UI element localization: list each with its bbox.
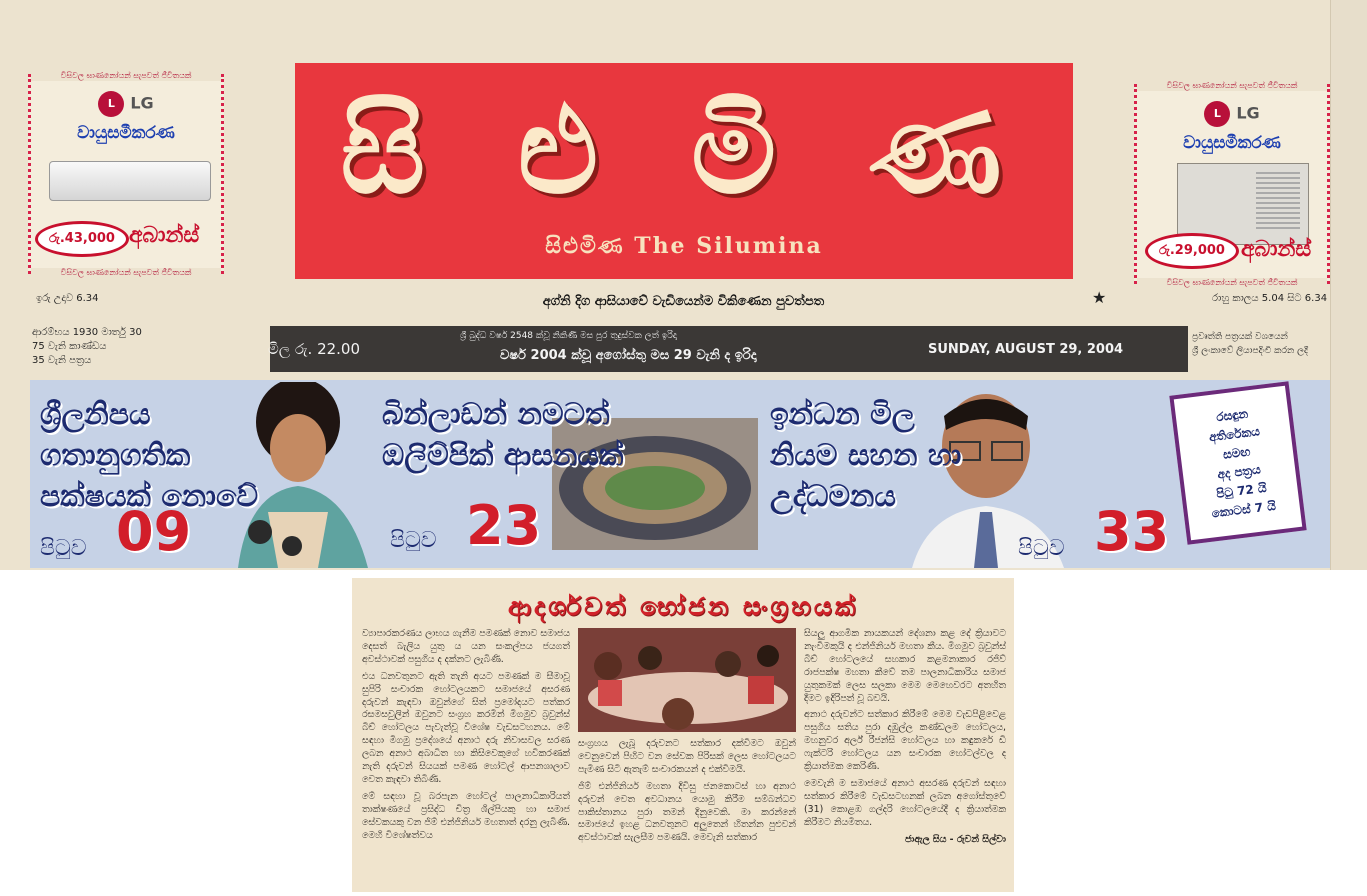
volume-text: 75 වැනි කාණ්ඩය bbox=[32, 341, 107, 352]
article-paragraph: සියලු ආගමික නායකයන් දේශනා කළ දේ ක්‍රියාවට නැංවීමකුයි ද එන්ජිනියර් මහතා කීය. මිගමුව බ්‍රවුන්ස් බීච් හෝටලයේ සහකාර කළමනාකාර රජිව් රාජපක්ෂ මහතා කීවේ තම පාලනාධිකාරිය සමාජ යුතුකමක් ලෙස සලකා මෙම මෙහෙවරට අතහිත දීමට ඉදිරිපත් වූ බවයි. bbox=[804, 628, 1006, 704]
teaser-1-page-label: පිටුව bbox=[40, 536, 87, 561]
founded-text: ආරම්භය 1930 මාර්තු 30 bbox=[32, 327, 142, 338]
badge-line-4: අද පත්‍රය bbox=[1216, 462, 1262, 482]
teaser-1-line-3: පක්ෂයක් නොවේ bbox=[40, 479, 259, 514]
tagline: අග්නි දිග ආසියාවේ වැඩියෙන්ම විකිණෙන පුවත්පත bbox=[542, 294, 825, 309]
article-paragraph: ව්‍යාපාරකරණය ලාභය ගැනීම පමණක් නොව සමාජය දෙසත් බැලිය යුතු ය යන සංකල්පය ජයගත් අවස්ථාවක් පසුගිය ද දක්නට ලැබිණි. bbox=[362, 628, 570, 665]
ad-right bbox=[1134, 81, 1330, 287]
teaser-1-line-1: ශ්‍රීලනිපය bbox=[40, 397, 151, 432]
teaser-2-line-1: බින්ලාඩන් නමටත් bbox=[382, 397, 610, 432]
ad-right-bottom-text: විසිවල ඝාණනෝයන් සැපවත් ජීවිතයක් bbox=[1137, 278, 1327, 288]
article-column-2 bbox=[578, 738, 796, 849]
badge-line-6: කොටස් 7 යි bbox=[1210, 498, 1277, 521]
date-sinhala: වර්ෂ 2004 ක්වූ අගෝස්තු මස 29 වැනි ද ඉරිදා bbox=[500, 348, 757, 363]
teaser-3-page-number: 33 bbox=[1094, 500, 1170, 563]
teaser-3-line-2: නියම සහන හා bbox=[770, 438, 962, 473]
badge-line-5: පිටු 72 යි bbox=[1215, 480, 1268, 501]
issue-text: 35 වැනි පත්‍රය bbox=[32, 355, 92, 366]
ad-left-bottom-text: විසිවල ඝාණනෝයන් සැපවත් ජීවිතයක් bbox=[31, 268, 221, 278]
page-edge bbox=[1330, 0, 1367, 570]
newspaper-subtitle: සිළුමිණ The Silumina bbox=[545, 233, 823, 259]
ad-left-product: වායුසමීකරණ bbox=[77, 123, 175, 143]
price-text: මිල රු. 22.00 bbox=[268, 340, 361, 358]
ad-right-product: වායුසමීකරණ bbox=[1183, 133, 1281, 153]
article-byline: ජාඇල සිය - රුවන් සිල්වා bbox=[904, 833, 1006, 845]
badge-line-1: රසඳුන bbox=[1215, 406, 1249, 425]
lg-logo-icon: L bbox=[1204, 101, 1230, 127]
teaser-2-line-2: ඔලිම්පික් ආසනයක් bbox=[382, 438, 624, 473]
ad-left-dealer: අබාන්ස් bbox=[129, 223, 200, 248]
teaser-3-headline bbox=[770, 394, 961, 517]
newspaper-title-block bbox=[295, 63, 1073, 279]
article-column-3 bbox=[804, 628, 1006, 851]
ad-right-brand bbox=[1137, 101, 1327, 127]
info-bar bbox=[30, 326, 1326, 372]
issue-info bbox=[30, 326, 270, 372]
registration-line-2: ශ්‍රී ලංකාවේ ලියාපදිංචි කරන ලදී bbox=[1192, 346, 1308, 356]
article-paragraph: අනාථ දරුවන්ට සත්කාර කිරීමේ මෙම වැඩපිළිවෙළ පසුගිය සතිය පුරා දඹුල්ල කණ්ඩලම හෝටලය, මහනුවර අර්ල් රීජන්සි හෝටලය හා කඳුකරේ ඩී ෆැක්ටරි හෝටලය යන සංචාරක හෝටල්වල ද ක්‍රියාත්මක කෙරිණි. bbox=[804, 709, 1006, 773]
ad-left-brand bbox=[31, 91, 221, 117]
article-paragraph: සංග්‍රහය ලැබූ දරුවනට සත්කාර දක්වීමට ඔවුන් වෙනුවෙන් පිහිට වන සේවක පිරිසක් ලෙස හෝටලයට පැමිණ සිටි ඇතැම් සංචාරකයන් ද එක්වීමයි. bbox=[578, 738, 796, 775]
star-icon: ★ bbox=[1092, 288, 1107, 307]
teaser-1-page-number: 09 bbox=[116, 500, 192, 563]
newspaper-title: සි ළු මි ණ bbox=[340, 81, 1028, 220]
ad-left-price: රු.43,000 bbox=[35, 221, 129, 257]
teaser-2-headline bbox=[382, 394, 623, 476]
teaser-3-line-3: උද්ධමනය bbox=[770, 479, 896, 514]
teaser-1-line-2: ගතානුගතික bbox=[40, 438, 191, 473]
teaser-1-headline bbox=[40, 394, 258, 517]
badge-line-2: අතිරේකය bbox=[1208, 424, 1261, 445]
teaser-2-page-number: 23 bbox=[466, 494, 542, 557]
dining-event-photo bbox=[578, 628, 796, 732]
badge-line-3: සමඟ bbox=[1222, 444, 1252, 462]
rahu-time: රාහු කාලය 5.04 සිට 6.34 bbox=[1212, 293, 1328, 304]
lg-logo-icon: L bbox=[98, 91, 124, 117]
buddhist-date: ශ්‍රී බුද්ධ වර්ෂ 2548 ක්වූ නිකිණි මස පුර තුදුස්වක ලත් ඉරිදා bbox=[460, 331, 677, 341]
ad-right-brand-text: LG bbox=[1236, 103, 1260, 123]
ad-right-top-text: විසිවල ඝාණනෝයන් සැපවත් ජීවිතයක් bbox=[1137, 81, 1327, 91]
article-paragraph: මේ සඳහා වූ බරපැන හෝටල් පාලනාධිකාරියත් තාක්ෂණයේ ප්‍රසිද්ධ චිත්‍ර ශිල්පියකු හා සමාජ සේවකයකු වන ජිම් එන්ජිනියර් මහතාත් දරනු ලැබිණි. මෙහි විශේෂත්වය bbox=[362, 790, 570, 841]
registration-line-1: ප්‍රවෘත්ති පත්‍රයක් වශයෙන් bbox=[1192, 332, 1288, 342]
article-paragraph: ජිම් එන්ජිනියර් මහතා දිවිසු ජනකොටස් හා අනාථ දරුවන් වෙත අවධානය යොමු කිරීම සම්බන්ධව පාකිස්තානය පුරා තමන් දිනුවෙකි. මා කරන්නේ සමාජයේ ඉහළ ධනවතුනට අලුතෙන් හිතන්න පුළුවන් අවස්ථාවක් සැලසීම පමණයි. මෙවැනි සත්කාර bbox=[578, 780, 796, 844]
ad-left-brand-text: LG bbox=[130, 93, 154, 113]
split-ac-unit-image bbox=[49, 161, 211, 201]
registration-info bbox=[1188, 326, 1326, 372]
ad-right-price: රු.29,000 bbox=[1145, 233, 1239, 269]
supplement-badge bbox=[1169, 381, 1306, 545]
article-title: ආදර්ශවත් භෝජන සංග්‍රහයක් bbox=[507, 592, 859, 621]
article-paragraph: එය ධනවතුනට ඇති තැනි අයට පමණක් ම සීමාවූ සුපිරි සංචාරක හෝටලයකට සමාජයේ අසරණ දරුවන් කැඳවා ඔවුන්ගේ සිත් ප්‍රමෝදයට පත්කර රසමසවුලින් ඔවුනට සංග්‍රහ කරමින් මිගමුව බ්‍රවුන්ස් බීච් හෝටලය පැවැත්වූ විශේෂ වැඩසටහනය. මේ සඳහා මිගමු ප්‍රදේශයේ අනාථ දරු නිවාසවල සරණ ලබන අනාථ අබාධිත හා කිසිවෙකුගේ හවිකරණක් නැති දරුවන් සියයක් පමණ හෝටල් ආපනශාලාව වෙත කැඳවා තිබිණි. bbox=[362, 670, 570, 785]
ad-left-top-text: විසිවල ඝාණනෝයන් සැපවත් ජීවිතයක් bbox=[31, 71, 221, 81]
article-paragraph: මෙවැනි ම සමාජයේ අනාථ අසරණ දරුවන් සඳහා සත්කාර කිරීමේ වැඩසටහනක් ලබන අගෝස්තුවේ (31) කොළඹ ගල්දරි හෝටලයේදී ද ක්‍රියාත්මක කිරීමට නියමිතය. bbox=[804, 777, 1006, 828]
article-column-1 bbox=[362, 628, 570, 847]
ad-right-dealer: අබාන්ස් bbox=[1241, 237, 1312, 262]
sunrise-time: ඉරු උදාව 6.34 bbox=[36, 293, 99, 304]
date-english: SUNDAY, AUGUST 29, 2004 bbox=[928, 342, 1124, 357]
ad-left bbox=[28, 71, 224, 277]
teaser-2-page-label: පිටුව bbox=[390, 528, 437, 553]
teaser-3-line-1: ඉන්ධන මිල bbox=[770, 397, 915, 432]
teaser-3-page-label: පිටුව bbox=[1018, 536, 1065, 561]
